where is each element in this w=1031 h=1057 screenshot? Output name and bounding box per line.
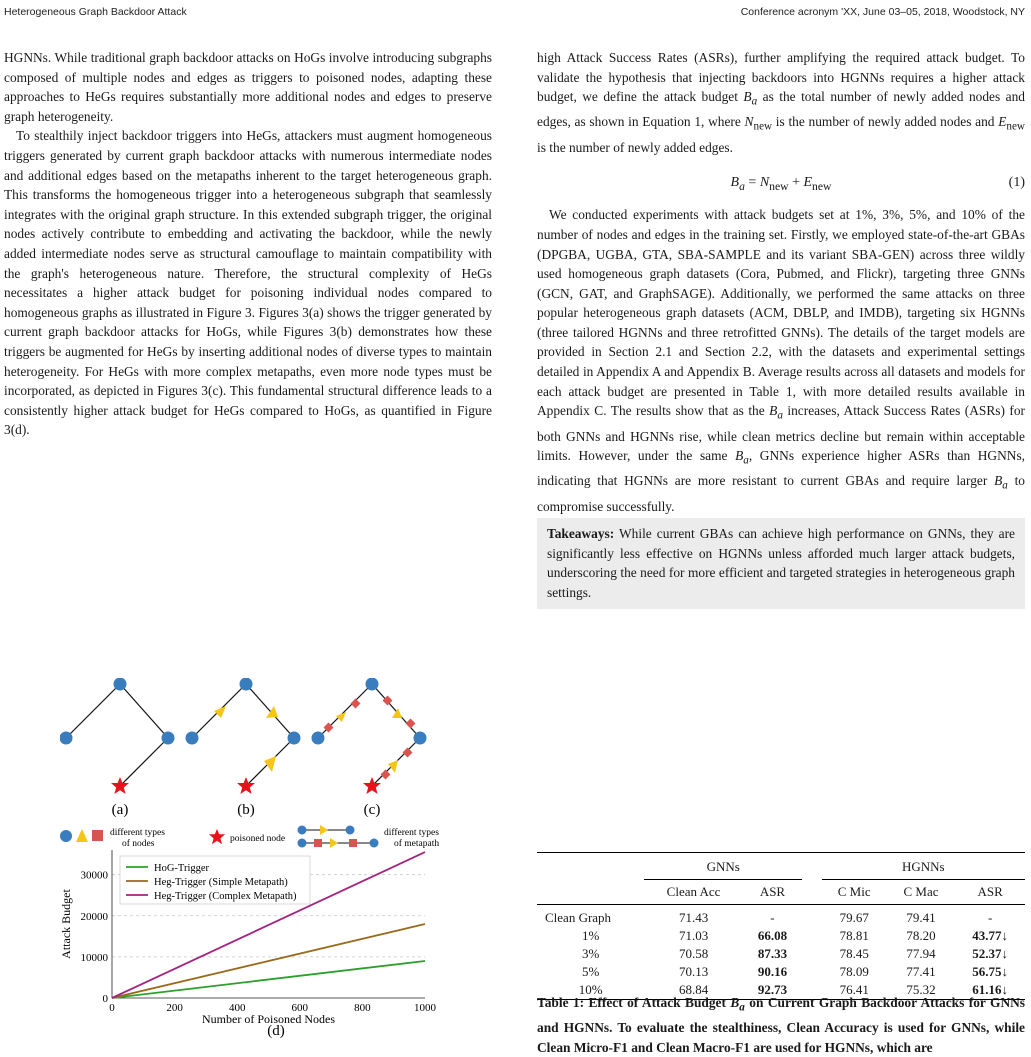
column-header: C Mac [887, 880, 956, 905]
subfigure-b [186, 678, 301, 818]
table-row: 1% 71.03 66.08 78.81 78.20 43.77↓ [582, 928, 1009, 943]
node-icon [162, 732, 175, 745]
subfigure-a [60, 678, 175, 818]
x-tick-label: 1000 [414, 1002, 436, 1014]
y-tick-label: 20000 [80, 910, 108, 923]
x-tick-label: 800 [354, 1002, 371, 1014]
takeaways-box [537, 518, 1025, 608]
running-header-right: Conference acronym 'XX, June 03–05, 2018, Woodstock, NY [740, 6, 1025, 18]
figure-3-svg [60, 678, 480, 1048]
series-line [112, 961, 425, 998]
node-icon [60, 732, 73, 745]
group-hgnns: HGNNs [822, 853, 1025, 880]
column-header: ASR [743, 880, 802, 905]
y-tick-label: 30000 [80, 869, 108, 882]
left-paragraph-2: To stealthily inject backdoor triggers into HeGs, attackers must augment homogeneous triggers generated by current graph backdoor attacks with numerous intermediate nodes and additional edges based on the metapaths inherent to the target heterogeneous graph. This transforms the homogeneous trigger into a heterogeneous subgraph that seamlessly integrates with the original graph structure. In this extended subgraph trigger, the original nodes actively contribute to embedding and activating the backdoor, while the newly added intermediate nodes serve as structural camouflage to maintain compatibility with the graph's heterogeneous nature. Therefore, the structural complexity of HeGs necessitates a higher attack budget for poisoning individual nodes compared to homogeneous graphs as illustrated in Figure 3. Figures 3(a) shows the trigger generated by current graph backdoor attacks for HoGs, while Figures 3(b) demonstrates how these triggers be augmented for HeGs by inserting additional nodes of diverse types to maintain heterogeneity. For HeGs with more complex metapaths, even more node types must be incorporated, as depicted in Figures 3(c). This fundamental structural difference leads to a consistently higher attack budget for HeGs compared to HoGs, as quantified in Figure 3(d). [4, 128, 492, 438]
left-column [4, 48, 492, 440]
subfigure-c-label: (c) [363, 802, 381, 818]
subfigure-c [312, 678, 427, 818]
table-row: Clean Graph 71.43 - 79.67 79.41 - [545, 910, 993, 925]
y-tick-label: 0 [102, 993, 108, 1005]
table-row: 3% 70.58 87.33 78.45 77.94 52.37↓ [582, 946, 1009, 961]
subfigure-b-label: (b) [237, 802, 255, 818]
subfigure-d-label: (d) [267, 1023, 285, 1039]
blue-node-icon [60, 830, 72, 842]
right-column [537, 48, 1025, 609]
y-tick-label: 10000 [80, 951, 108, 964]
right-paragraph-2: We conducted experiments with attack budgets set at 1%, 3%, 5%, and 10% of the number of nodes and edges in the training set. Firstly, we employed state-of-the-art GBAs (DPGBA, UGBA, GTA, SBA-SAMPLE and its variant SBA-GEN) across three wildly used homogeneous graph datasets (Cora, Pubmed, and Flickr), targeting three GNNs (GCN, GAT, and GraphSAGE). Additionally, we performed the same attacks on three popular heterogeneous graph datasets (ACM, DBLP, and IMDB), targeting six HGNNs (three tailored HGNNs and three retrofitted GNNs). The details of the target models are provided in Section 2.1 and Section 2.2, with the datasets and experimental settings detailed in Appendix A and Appendix B. Average results across all datasets and models for each attack budget are presented in Table 1, with more detailed results available in Appendix C. The results show that as the $B_a$ increases, Attack Success Rates (ASRs) for both GNNs and HGNNs rise, while clean metrics decline but remain within acceptable limits. However, under the same $B_a$, GNNs experience higher ASRs than HGNNs, indicating that HGNNs are more resistant to current GBAs and require larger $B_a$ to compromise successfully. [537, 207, 1026, 514]
table-1-caption: Table 1: Effect of Attack Budget $B_a$ on Current Graph Backdoor Attacks for GNNs and HGNNs. To evaluate the stealthiness, Clean Accuracy is used for GNNs, while Clean Micro-F1 and Clean Macro-F1 are used for HGNNs, which are [537, 995, 1025, 1055]
x-tick-label: 600 [291, 1002, 309, 1014]
group-gnns: GNNs [644, 853, 802, 880]
equation-expression: $B_a = N_{new} + E_{new}$ [730, 175, 832, 194]
legend-nodes-line2: of nodes [122, 839, 155, 849]
figure-legend [60, 825, 439, 849]
right-paragraph-1: high Attack Success Rates (ASRs), further amplifying the required attack budget. To validate the hypothesis that injecting backdoors into HGNNs requires a higher attack budget, we define the attack budget $B_a$ as the total number of newly added nodes and edges, as shown in Equation 1, where $N_{new}$ is the number of newly added nodes and $E_{new}$ is the number of newly added edges. [537, 50, 1025, 155]
running-header-left: Heterogeneous Graph Backdoor Attack [4, 6, 187, 18]
attack-budget-chart [60, 850, 437, 1026]
legend-entry: Heg-Trigger (Complex Metapath) [154, 891, 297, 902]
legend-entry: Heg-Trigger (Simple Metapath) [154, 877, 288, 888]
column-header: Clean Acc [644, 880, 742, 905]
equation-1 [537, 161, 1025, 205]
left-paragraph-1: HGNNs. While traditional graph backdoor attacks on HoGs involve introducing subgraphs composed of multiple nodes and edges as triggers to poisoned nodes, adapting these approaches to HeGs requires substantially more additional nodes and edges to preserve graph heterogeneity. [4, 50, 492, 124]
x-tick-label: 400 [228, 1002, 246, 1014]
legend-poisoned: poisoned node [230, 834, 286, 844]
triangle-node-icon [76, 829, 88, 842]
x-axis-label: Number of Poisoned Nodes [202, 1012, 335, 1026]
node-icon [114, 678, 127, 691]
legend-entry: HoG-Trigger [154, 863, 210, 874]
legend-metapath-line1: different types [384, 828, 439, 838]
y-axis-label: Attack Budget [60, 889, 73, 959]
triangle-node-icon [214, 706, 226, 718]
column-header: ASR [955, 880, 1025, 905]
table-row: 10% 68.84 92.73 76.41 75.32 61.16↓ [537, 981, 1025, 1000]
legend-nodes-line1: different types [110, 828, 165, 838]
takeaways-label: Takeaways: [547, 526, 615, 542]
series-line [112, 924, 425, 998]
triangle-node-icon [264, 756, 276, 772]
takeaways-text: While current GBAs can achieve high performance on GNNs, they are significantly less effective on HGNNs unless afforded much larger attack budgets, underscoring the need for more efficient and targeted strategies in heterogeneous graph settings. [547, 526, 1015, 601]
column-header: C Mic [822, 880, 887, 905]
table-1 [537, 852, 1025, 1000]
x-tick-label: 0 [109, 1002, 115, 1014]
x-tick-label: 200 [166, 1002, 183, 1014]
legend-metapath-line2: of metapath [394, 839, 440, 849]
square-node-icon [92, 830, 103, 841]
subfigure-a-label: (a) [111, 802, 129, 818]
poisoned-node-legend-icon [209, 829, 225, 844]
figure-3 [60, 678, 480, 1048]
table-row: 5% 70.13 90.16 78.09 77.41 56.75↓ [582, 964, 1009, 979]
equation-number: (1) [1008, 175, 1025, 191]
